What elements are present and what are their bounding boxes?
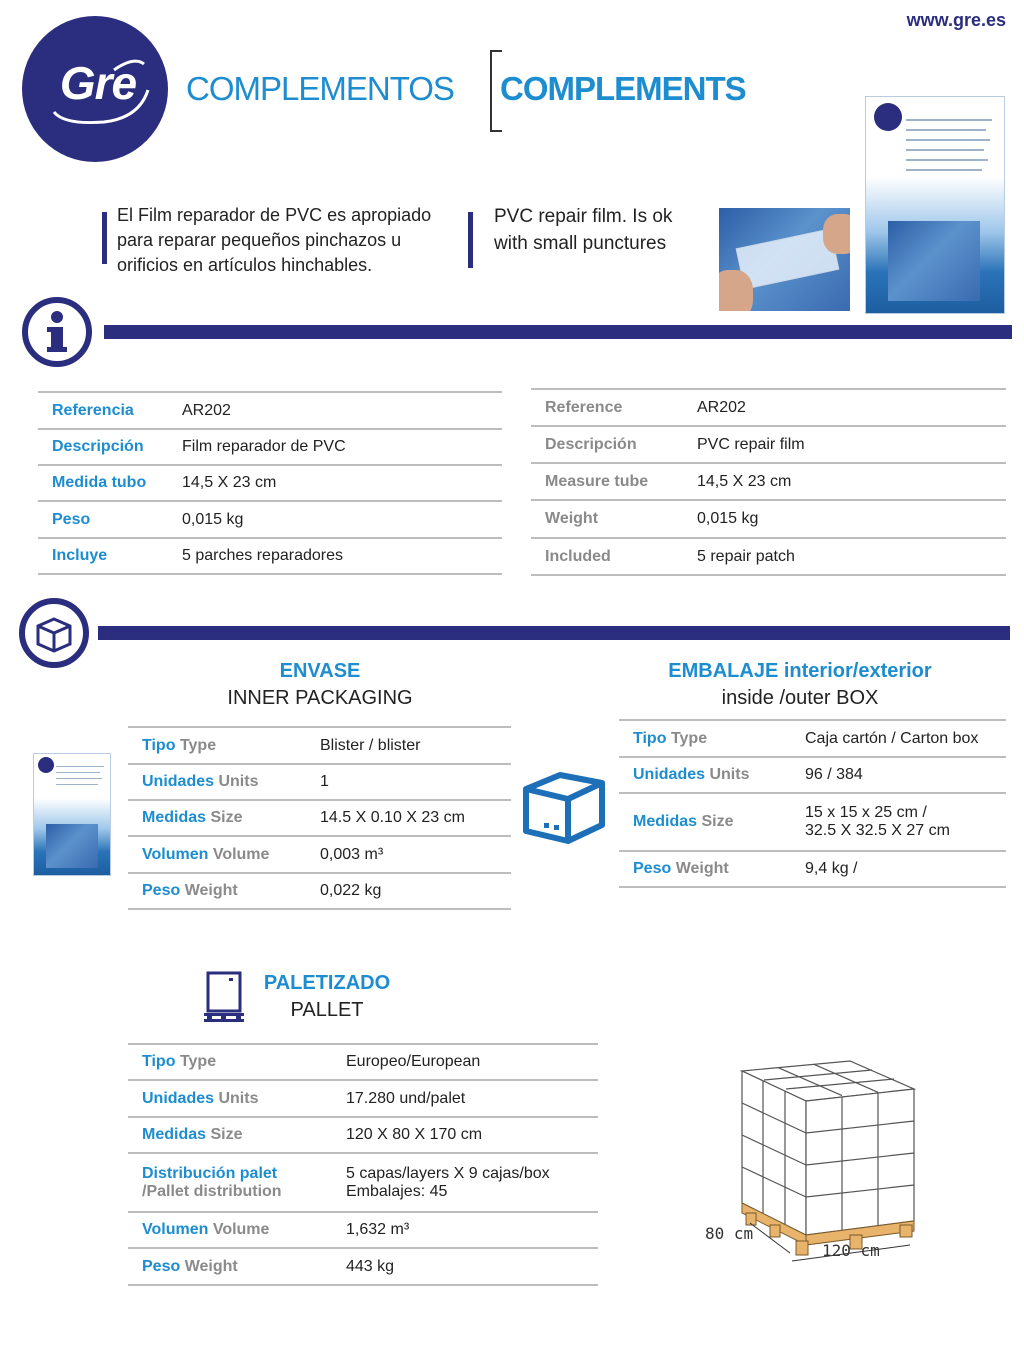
- table-row: [128, 1117, 598, 1153]
- row-value: AR202: [683, 389, 1006, 426]
- row-label: Unidades Units: [128, 1080, 332, 1117]
- gre-logo-text: Gre: [59, 57, 137, 109]
- inner-package-image: [33, 753, 111, 876]
- paletizado-table: [128, 1043, 598, 1286]
- row-value: 1: [306, 764, 511, 800]
- row-value: 5 capas/layers X 9 cajas/box Embalajes: 45: [332, 1153, 598, 1212]
- table-row: [128, 727, 511, 764]
- row-label: Medidas Size: [619, 793, 791, 851]
- row-label: Medida tubo: [38, 465, 168, 501]
- row-label: Incluye: [38, 538, 168, 574]
- table-row: [531, 500, 1006, 538]
- table-row: [38, 538, 502, 574]
- title-english: COMPLEMENTS: [500, 70, 746, 107]
- row-value: 0,003 m³: [306, 836, 511, 873]
- table-row: [619, 757, 1006, 793]
- website-url[interactable]: www.gre.es: [906, 10, 1006, 30]
- row-value: 14,5 X 23 cm: [168, 465, 502, 501]
- description-bar-es: [102, 212, 107, 264]
- row-label: Peso Weight: [128, 1248, 332, 1285]
- row-label: Distribución palet /Pallet distribution: [128, 1153, 332, 1212]
- row-label: Volumen Volume: [128, 1212, 332, 1248]
- row-value: Caja cartón / Carton box: [791, 720, 1006, 757]
- row-label: Volumen Volume: [128, 836, 306, 873]
- row-value: 1,632 m³: [332, 1212, 598, 1248]
- paletizado-subtitle: PALLET: [290, 999, 364, 1021]
- row-label: Descripción: [531, 426, 683, 463]
- embalaje-table: [619, 719, 1006, 888]
- table-row: [619, 793, 1006, 851]
- info-table-english: [531, 388, 1006, 576]
- package-logo-icon: [874, 103, 902, 131]
- info-table-spanish: [38, 391, 502, 575]
- box-icon: [19, 598, 89, 668]
- info-icon: [22, 297, 92, 367]
- paletizado-title: PALETIZADO: [263, 972, 391, 994]
- table-row: [619, 851, 1006, 887]
- row-label: Peso: [38, 501, 168, 538]
- packaging-section-bar: [98, 626, 1010, 640]
- row-value: 443 kg: [332, 1248, 598, 1285]
- row-value: 0,015 kg: [168, 501, 502, 538]
- table-row: [128, 873, 511, 909]
- row-value: 17.280 und/palet: [332, 1080, 598, 1117]
- row-value: 15 x 15 x 25 cm / 32.5 X 32.5 X 27 cm: [791, 793, 1006, 851]
- embalaje-subtitle: inside /outer BOX: [721, 687, 879, 709]
- table-row: [531, 463, 1006, 500]
- table-row: [128, 1044, 598, 1080]
- row-label: Reference: [531, 389, 683, 426]
- row-label: Medidas Size: [128, 800, 306, 836]
- table-row: [38, 392, 502, 429]
- row-value: Blister / blister: [306, 727, 511, 764]
- row-value: 5 parches reparadores: [168, 538, 502, 574]
- row-value: PVC repair film: [683, 426, 1006, 463]
- row-label: Referencia: [38, 392, 168, 429]
- row-label: Unidades Units: [128, 764, 306, 800]
- pallet-width-label: 120 cm: [822, 1241, 880, 1260]
- row-value: 14,5 X 23 cm: [683, 463, 1006, 500]
- table-row: [128, 836, 511, 873]
- embalaje-title: EMBALAJE interior/exterior: [668, 660, 932, 682]
- info-section-bar: [104, 325, 1012, 339]
- pallet-depth-label: 80 cm: [705, 1224, 754, 1243]
- row-label: Included: [531, 538, 683, 575]
- envase-table: [128, 726, 511, 910]
- row-label: Weight: [531, 500, 683, 538]
- row-label: Measure tube: [531, 463, 683, 500]
- row-value: Europeo/European: [332, 1044, 598, 1080]
- table-row: [38, 501, 502, 538]
- row-value: 14.5 X 0.10 X 23 cm: [306, 800, 511, 836]
- pallet-icon: [203, 970, 247, 1024]
- row-label: Descripción: [38, 429, 168, 465]
- row-label: Tipo Type: [128, 727, 306, 764]
- row-label: Tipo Type: [619, 720, 791, 757]
- envase-title: ENVASE: [279, 660, 361, 682]
- product-package-image: [865, 96, 1005, 314]
- table-row: [531, 389, 1006, 426]
- table-row: [531, 538, 1006, 575]
- row-value: 5 repair patch: [683, 538, 1006, 575]
- title-spanish: COMPLEMENTOS: [186, 70, 454, 107]
- description-bar-en: [468, 212, 473, 268]
- table-row: [619, 720, 1006, 757]
- row-label: Peso Weight: [128, 873, 306, 909]
- row-label: Medidas Size: [128, 1117, 332, 1153]
- row-value: 96 / 384: [791, 757, 1006, 793]
- table-row: [128, 1153, 598, 1212]
- table-row: [128, 800, 511, 836]
- envase-subtitle: INNER PACKAGING: [227, 687, 413, 709]
- description-spanish: El Film reparador de PVC es apropiado para reparar pequeños pinchazos u orificios en artículos hinchables.: [117, 205, 432, 275]
- table-row: [38, 465, 502, 501]
- table-row: [531, 426, 1006, 463]
- row-label: Unidades Units: [619, 757, 791, 793]
- table-row: [128, 1212, 598, 1248]
- row-value: AR202: [168, 392, 502, 429]
- row-value: 120 X 80 X 170 cm: [332, 1117, 598, 1153]
- carton-box-icon: [520, 765, 608, 849]
- row-value: 9,4 kg /: [791, 851, 1006, 887]
- logo-swoosh-icon: [44, 50, 154, 130]
- table-row: [128, 1248, 598, 1285]
- row-value: 0,022 kg: [306, 873, 511, 909]
- row-label: Peso Weight: [619, 851, 791, 887]
- table-row: [128, 1080, 598, 1117]
- description-english: PVC repair film. Is ok with small punctures: [494, 206, 673, 254]
- row-value: Film reparador de PVC: [168, 429, 502, 465]
- row-label: Tipo Type: [128, 1044, 332, 1080]
- product-photo: [719, 208, 850, 311]
- table-row: [38, 429, 502, 465]
- row-value: 0,015 kg: [683, 500, 1006, 538]
- table-row: [128, 764, 511, 800]
